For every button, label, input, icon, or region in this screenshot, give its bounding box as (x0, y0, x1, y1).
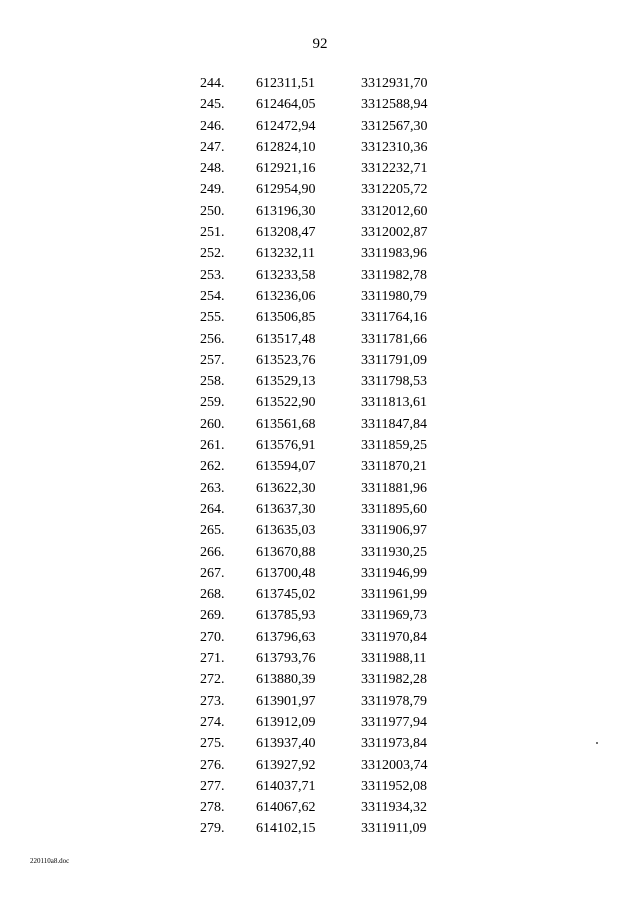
x-coordinate: 613796,63 (256, 629, 316, 645)
table-row (0, 414, 640, 435)
x-coordinate: 614102,15 (256, 821, 316, 837)
x-coordinate: 613622,30 (256, 480, 316, 496)
x-coordinate: 612824,10 (256, 139, 316, 155)
point-number: 267. (200, 565, 225, 581)
x-coordinate: 613523,76 (256, 352, 316, 368)
table-row (0, 584, 640, 605)
y-coordinate: 3311952,08 (361, 778, 427, 794)
table-row (0, 648, 640, 669)
y-coordinate: 3311881,96 (361, 480, 427, 496)
point-number: 271. (200, 651, 225, 667)
table-row (0, 797, 640, 818)
x-coordinate: 613576,91 (256, 438, 316, 454)
x-coordinate: 614067,62 (256, 800, 316, 816)
x-coordinate: 613637,30 (256, 501, 316, 517)
table-row (0, 179, 640, 200)
table-row (0, 243, 640, 264)
point-number: 264. (200, 501, 225, 517)
y-coordinate: 3312588,94 (361, 97, 428, 113)
y-coordinate: 3311859,25 (361, 438, 427, 454)
point-number: 278. (200, 800, 225, 816)
point-number: 251. (200, 225, 225, 241)
table-row (0, 669, 640, 690)
table-row (0, 350, 640, 371)
table-row (0, 733, 640, 754)
table-row (0, 605, 640, 626)
x-coordinate: 613196,30 (256, 203, 316, 219)
point-number: 253. (200, 267, 225, 283)
point-number: 245. (200, 97, 225, 113)
table-row (0, 329, 640, 350)
table-row (0, 392, 640, 413)
y-coordinate: 3311969,73 (361, 608, 427, 624)
y-coordinate: 3311980,79 (361, 288, 427, 304)
x-coordinate: 613232,11 (256, 246, 315, 262)
point-number: 249. (200, 182, 225, 198)
table-row (0, 499, 640, 520)
point-number: 272. (200, 672, 225, 688)
scan-speck (596, 742, 598, 744)
y-coordinate: 3312003,74 (361, 757, 428, 773)
y-coordinate: 3311978,79 (361, 693, 427, 709)
table-row (0, 371, 640, 392)
y-coordinate: 3312567,30 (361, 118, 428, 134)
x-coordinate: 613745,02 (256, 587, 316, 603)
x-coordinate: 613529,13 (256, 374, 316, 390)
x-coordinate: 613670,88 (256, 544, 316, 560)
point-number: 266. (200, 544, 225, 560)
point-number: 248. (200, 161, 225, 177)
table-row (0, 478, 640, 499)
y-coordinate: 3311930,25 (361, 544, 427, 560)
y-coordinate: 3311977,94 (361, 714, 427, 730)
page-number: 92 (312, 36, 328, 52)
y-coordinate: 3311982,78 (361, 267, 427, 283)
x-coordinate: 612954,90 (256, 182, 316, 198)
point-number: 274. (200, 714, 225, 730)
x-coordinate: 613937,40 (256, 736, 316, 752)
y-coordinate: 3311870,21 (361, 459, 427, 475)
point-number: 270. (200, 629, 225, 645)
point-number: 260. (200, 416, 225, 432)
y-coordinate: 3311798,53 (361, 374, 427, 390)
y-coordinate: 3311946,99 (361, 565, 427, 581)
point-number: 268. (200, 587, 225, 603)
x-coordinate: 613785,93 (256, 608, 316, 624)
table-row (0, 94, 640, 115)
x-coordinate: 613594,07 (256, 459, 316, 475)
point-number: 275. (200, 736, 225, 752)
y-coordinate: 3312310,36 (361, 139, 428, 155)
point-number: 261. (200, 438, 225, 454)
x-coordinate: 613700,48 (256, 565, 316, 581)
y-coordinate: 3311988,11 (361, 651, 427, 667)
table-row (0, 520, 640, 541)
point-number: 276. (200, 757, 225, 773)
x-coordinate: 613522,90 (256, 395, 316, 411)
coordinates-table (0, 73, 640, 840)
table-row (0, 265, 640, 286)
table-row (0, 73, 640, 94)
x-coordinate: 613236,06 (256, 288, 316, 304)
table-row (0, 712, 640, 733)
point-number: 250. (200, 203, 225, 219)
point-number: 263. (200, 480, 225, 496)
point-number: 265. (200, 523, 225, 539)
point-number: 262. (200, 459, 225, 475)
x-coordinate: 613561,68 (256, 416, 316, 432)
table-row (0, 776, 640, 797)
y-coordinate: 3311982,28 (361, 672, 427, 688)
y-coordinate: 3311781,66 (361, 331, 427, 347)
table-row (0, 456, 640, 477)
x-coordinate: 613208,47 (256, 225, 316, 241)
x-coordinate: 613233,58 (256, 267, 316, 283)
point-number: 279. (200, 821, 225, 837)
y-coordinate: 3311791,09 (361, 352, 427, 368)
y-coordinate: 3311934,32 (361, 800, 427, 816)
table-row (0, 137, 640, 158)
point-number: 277. (200, 778, 225, 794)
y-coordinate: 3311973,84 (361, 736, 427, 752)
table-row (0, 222, 640, 243)
x-coordinate: 613793,76 (256, 651, 316, 667)
point-number: 244. (200, 76, 225, 91)
table-row (0, 435, 640, 456)
x-coordinate: 613880,39 (256, 672, 316, 688)
y-coordinate: 3311847,84 (361, 416, 427, 432)
y-coordinate: 3312012,60 (361, 203, 428, 219)
y-coordinate: 3311961,99 (361, 587, 427, 603)
point-number: 258. (200, 374, 225, 390)
x-coordinate: 613901,97 (256, 693, 316, 709)
table-row (0, 691, 640, 712)
x-coordinate: 612464,05 (256, 97, 316, 113)
point-number: 247. (200, 139, 225, 155)
point-number: 255. (200, 310, 225, 326)
y-coordinate: 3312232,71 (361, 161, 428, 177)
y-coordinate: 3311911,09 (361, 821, 427, 837)
table-row (0, 116, 640, 137)
x-coordinate: 613517,48 (256, 331, 316, 347)
point-number: 254. (200, 288, 225, 304)
table-row (0, 818, 640, 839)
x-coordinate: 613506,85 (256, 310, 316, 326)
x-coordinate: 613912,09 (256, 714, 316, 730)
point-number: 256. (200, 331, 225, 347)
point-number: 259. (200, 395, 225, 411)
point-number: 273. (200, 693, 225, 709)
point-number: 257. (200, 352, 225, 368)
point-number: 269. (200, 608, 225, 624)
y-coordinate: 3312205,72 (361, 182, 428, 198)
y-coordinate: 3311906,97 (361, 523, 427, 539)
table-row (0, 286, 640, 307)
x-coordinate: 614037,71 (256, 778, 316, 794)
y-coordinate: 3311970,84 (361, 629, 427, 645)
y-coordinate: 3311895,60 (361, 501, 427, 517)
point-number: 252. (200, 246, 225, 262)
y-coordinate: 3312002,87 (361, 225, 428, 241)
y-coordinate: 3311813,61 (361, 395, 427, 411)
x-coordinate: 613927,92 (256, 757, 316, 773)
x-coordinate: 612472,94 (256, 118, 316, 134)
point-number: 246. (200, 118, 225, 134)
table-row (0, 542, 640, 563)
table-row (0, 563, 640, 584)
x-coordinate: 612311,51 (256, 76, 315, 91)
table-row (0, 158, 640, 179)
table-row (0, 201, 640, 222)
table-row (0, 307, 640, 328)
document-filename: 220110a8.doc (30, 857, 70, 865)
y-coordinate: 3311764,16 (361, 310, 427, 326)
x-coordinate: 613635,03 (256, 523, 316, 539)
y-coordinate: 3312931,70 (361, 76, 428, 91)
table-row (0, 755, 640, 776)
x-coordinate: 612921,16 (256, 161, 316, 177)
table-row (0, 627, 640, 648)
y-coordinate: 3311983,96 (361, 246, 427, 262)
